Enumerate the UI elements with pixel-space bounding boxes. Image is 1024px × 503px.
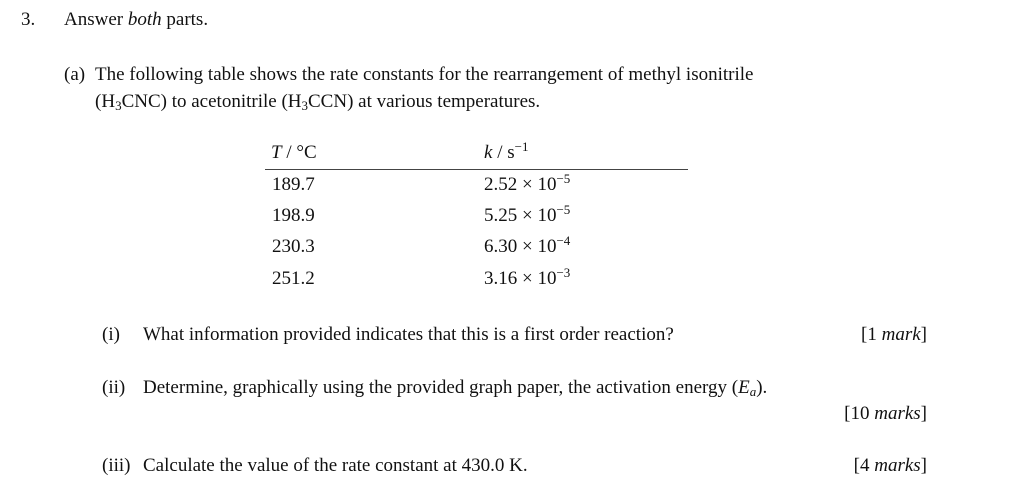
marks-number: [4	[853, 455, 875, 476]
ii-var-sub: a	[749, 384, 757, 399]
question-instruction	[64, 10, 208, 29]
instruction-emphasis: both	[127, 9, 162, 30]
subquestion-i-text: What information provided indicates that this is a first order reaction?	[143, 324, 674, 345]
table-cell-temp: 251.2	[272, 268, 315, 289]
header-k-exp: −1	[514, 139, 529, 154]
table-header-rate-constant	[484, 139, 529, 163]
k-mantissa: 3.16 × 10	[484, 268, 557, 289]
k-exponent: −4	[556, 233, 571, 248]
instruction-prefix: Answer	[64, 9, 128, 30]
table-cell-k	[484, 265, 571, 289]
table-cell-k	[484, 202, 571, 226]
table-header-temperature	[271, 143, 317, 162]
part-a-line-2	[95, 92, 540, 111]
subquestion-ii-text	[143, 378, 767, 397]
subquestion-ii-label: (ii)	[102, 377, 126, 398]
ii-var: E	[738, 377, 750, 398]
question-number: 3.	[21, 9, 36, 30]
k-mantissa: 6.30 × 10	[484, 236, 557, 257]
subquestion-iii-marks	[854, 456, 927, 475]
header-t-var: T	[271, 142, 282, 163]
subquestion-iii-text: Calculate the value of the rate constant at 430.0 K.	[143, 455, 528, 476]
table-cell-temp: 198.9	[272, 205, 315, 226]
instruction-suffix: parts.	[161, 9, 209, 30]
k-mantissa: 2.52 × 10	[484, 174, 557, 195]
marks-close: ]	[920, 324, 927, 345]
part-a-line-1: The following table shows the rate constants for the rearrangement of methyl isonitrile	[95, 64, 754, 85]
k-exponent: −5	[556, 202, 571, 217]
k-exponent: −3	[556, 265, 571, 280]
k-exponent: −5	[556, 171, 571, 186]
subquestion-i-marks	[861, 325, 927, 344]
table-cell-k	[484, 233, 571, 257]
table-cell-temp: 230.3	[272, 236, 315, 257]
part-a-label: (a)	[64, 64, 86, 85]
header-k-var: k	[484, 142, 493, 163]
table-cell-k	[484, 171, 571, 195]
header-t-unit: / °C	[281, 142, 317, 163]
subquestion-i-label: (i)	[102, 324, 120, 345]
subquestion-ii-marks	[844, 404, 927, 423]
marks-number: [1	[861, 324, 882, 345]
line2-sub-1: 3	[115, 98, 122, 113]
line2-sub-2: 3	[301, 98, 308, 113]
ii-text-after: ).	[756, 377, 768, 398]
table-header-rule	[265, 169, 688, 170]
marks-word: mark	[881, 324, 921, 345]
line2-mid: CNC) to acetonitrile (H	[121, 91, 302, 112]
line2-open: (H	[95, 91, 116, 112]
marks-word: marks	[874, 455, 921, 476]
table-cell-temp: 189.7	[272, 174, 315, 195]
header-k-unit: / s	[492, 142, 515, 163]
k-mantissa: 5.25 × 10	[484, 205, 557, 226]
subquestion-iii-label: (iii)	[102, 455, 131, 476]
marks-word: marks	[874, 403, 921, 424]
marks-number: [10	[844, 403, 875, 424]
marks-close: ]	[920, 455, 927, 476]
marks-close: ]	[920, 403, 927, 424]
ii-text-before: Determine, graphically using the provided graph paper, the activation energy (	[143, 377, 739, 398]
line2-end: CCN) at various temperatures.	[308, 91, 541, 112]
